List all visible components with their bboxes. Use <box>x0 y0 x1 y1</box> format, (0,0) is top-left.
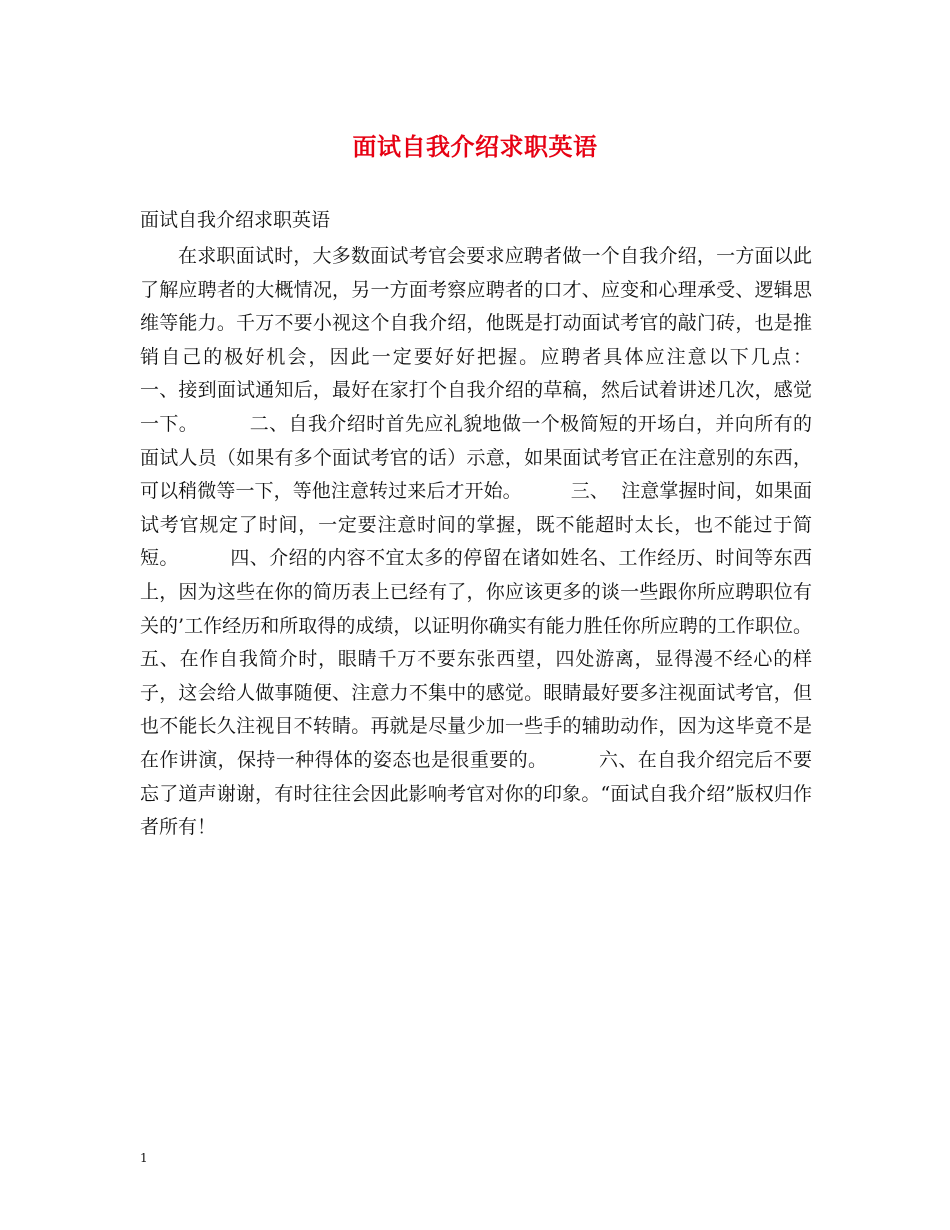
page-title: 面试自我介绍求职英语 <box>352 132 598 161</box>
page-number: 1 <box>140 1151 148 1165</box>
document-subtitle: 面试自我介绍求职英语 <box>140 209 331 231</box>
body-paragraph: 在求职面试时，大多数面试考官会要求应聘者做一个自我介绍，一方面以此了解应聘者的大概情况，另一方面考察应聘者的口才、应变和心理承受、逻辑思维等能力。千万不要小视这个自我介绍，他既是打动面试考官的敲门砖，也是推销自己的极好机会，因此一定要好好把握。应聘者具体应注意以下几点： 一、接到面试通知后，最好在家打个自我介绍的草稿，然后试着讲述几次，感觉一下。 二、自我介绍时首先应礼貌地做一个极简短的开场白，并向所有的面试人员（如果有多个面试考官的话）示意，如果面试考官正在注意别的东西，可以稍微等一下，等他注意转过来后才开始。 三、 注意掌握时间，如果面试考官规定了时间，一定要注意时间的掌握，既不能超时太长，也不能过于简短。 四、介绍的内容不宜太多的停留在诸如姓名、工作经历、时间等东西上，因为这些在你的简历表上已经有了，你应该更多的谈一些跟你所应聘职位有关的’工作经历和所取得的成绩，以证明你确实有能力胜任你所应聘的工作职位。 五、在作自我简介时，眼睛千万不要东张西望，四处游离，显得漫不经心的样子，这会给人做事随便、注意力不集中的感觉。眼睛最好要多注视面试考官，但也不能长久注视目不转睛。再就是尽量少加一些手的辅助动作，因为这毕竟不是在作讲演，保持一种得体的姿态也是很重要的。 六、在自我介绍完后不要忘了道声谢谢，有时往往会因此影响考官对你的印象。“面试自我介绍”版权归作者所有！ <box>140 245 861 839</box>
